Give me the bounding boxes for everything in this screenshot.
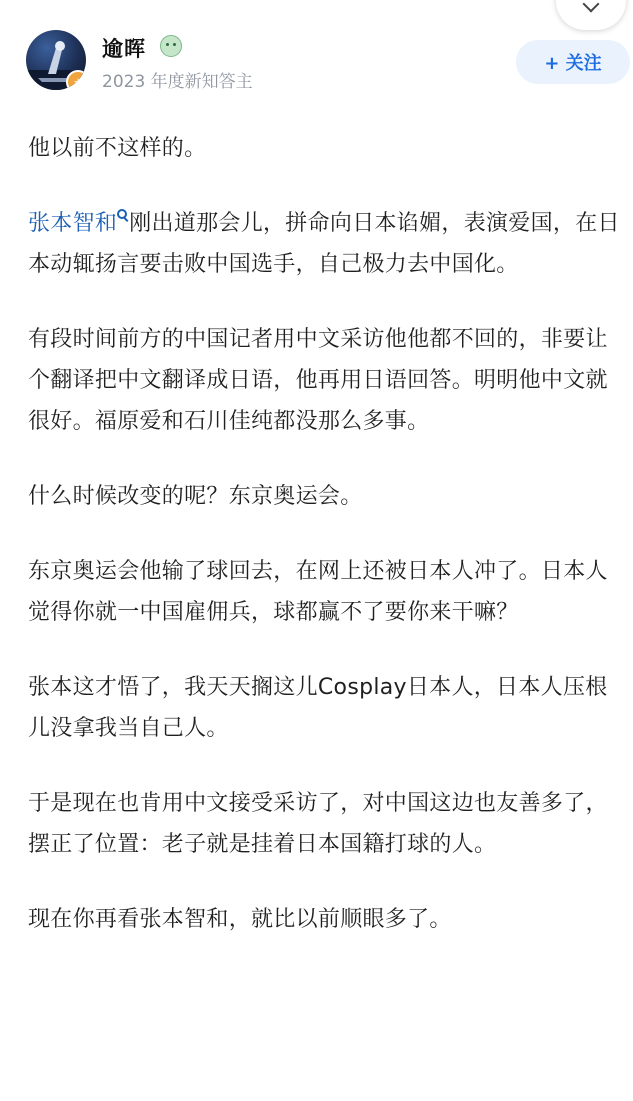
- follow-button[interactable]: + 关注: [516, 40, 630, 84]
- topic-link[interactable]: 张本智和: [28, 211, 118, 236]
- star-badge-icon: ★: [66, 70, 86, 90]
- paragraph: 现在你再看张本智和，就比以前顺眼多了。: [28, 907, 452, 932]
- paragraph: 他以前不这样的。: [28, 136, 207, 161]
- paragraph: 东京奥运会他输了球回去，在网上还被日本人冲了。日本人觉得你就一中国雇佣兵，球都赢不了要你来干嘛？: [28, 559, 608, 625]
- answer-content: [28, 128, 620, 974]
- search-icon[interactable]: [117, 209, 127, 225]
- paragraph-text: 刚出道那会儿，拼命向日本谄媚，表演爱国，在日本动辄扬言要击败中国选手，自己极力去中国化。: [28, 211, 620, 277]
- paragraph: 有段时间前方的中国记者用中文采访他他都不回的，非要让个翻译把中文翻译成日语，他再用日语回答。明明他中文就很好。福原爱和石川佳纯都没那么多事。: [28, 327, 608, 434]
- paragraph: 于是现在也肯用中文接受采访了，对中国这边也友善多了，摆正了位置：老子就是挂着日本国籍打球的人。: [28, 791, 608, 857]
- avatar[interactable]: [26, 30, 86, 90]
- chevron-down-icon: [583, 0, 600, 12]
- collapse-button[interactable]: [556, 0, 626, 30]
- author-name[interactable]: 逾晖: [102, 37, 146, 61]
- author-subtitle: 2023 年度新知答主: [102, 72, 253, 92]
- paragraph: 张本这才悟了，我天天搁这儿Cosplay日本人，日本人压根儿没拿我当自己人。: [28, 675, 608, 741]
- paragraph: 什么时候改变的呢？东京奥运会。: [28, 484, 363, 509]
- author-header: [26, 30, 626, 96]
- paragraph: [28, 203, 620, 285]
- emoji-badge-icon: [160, 35, 182, 57]
